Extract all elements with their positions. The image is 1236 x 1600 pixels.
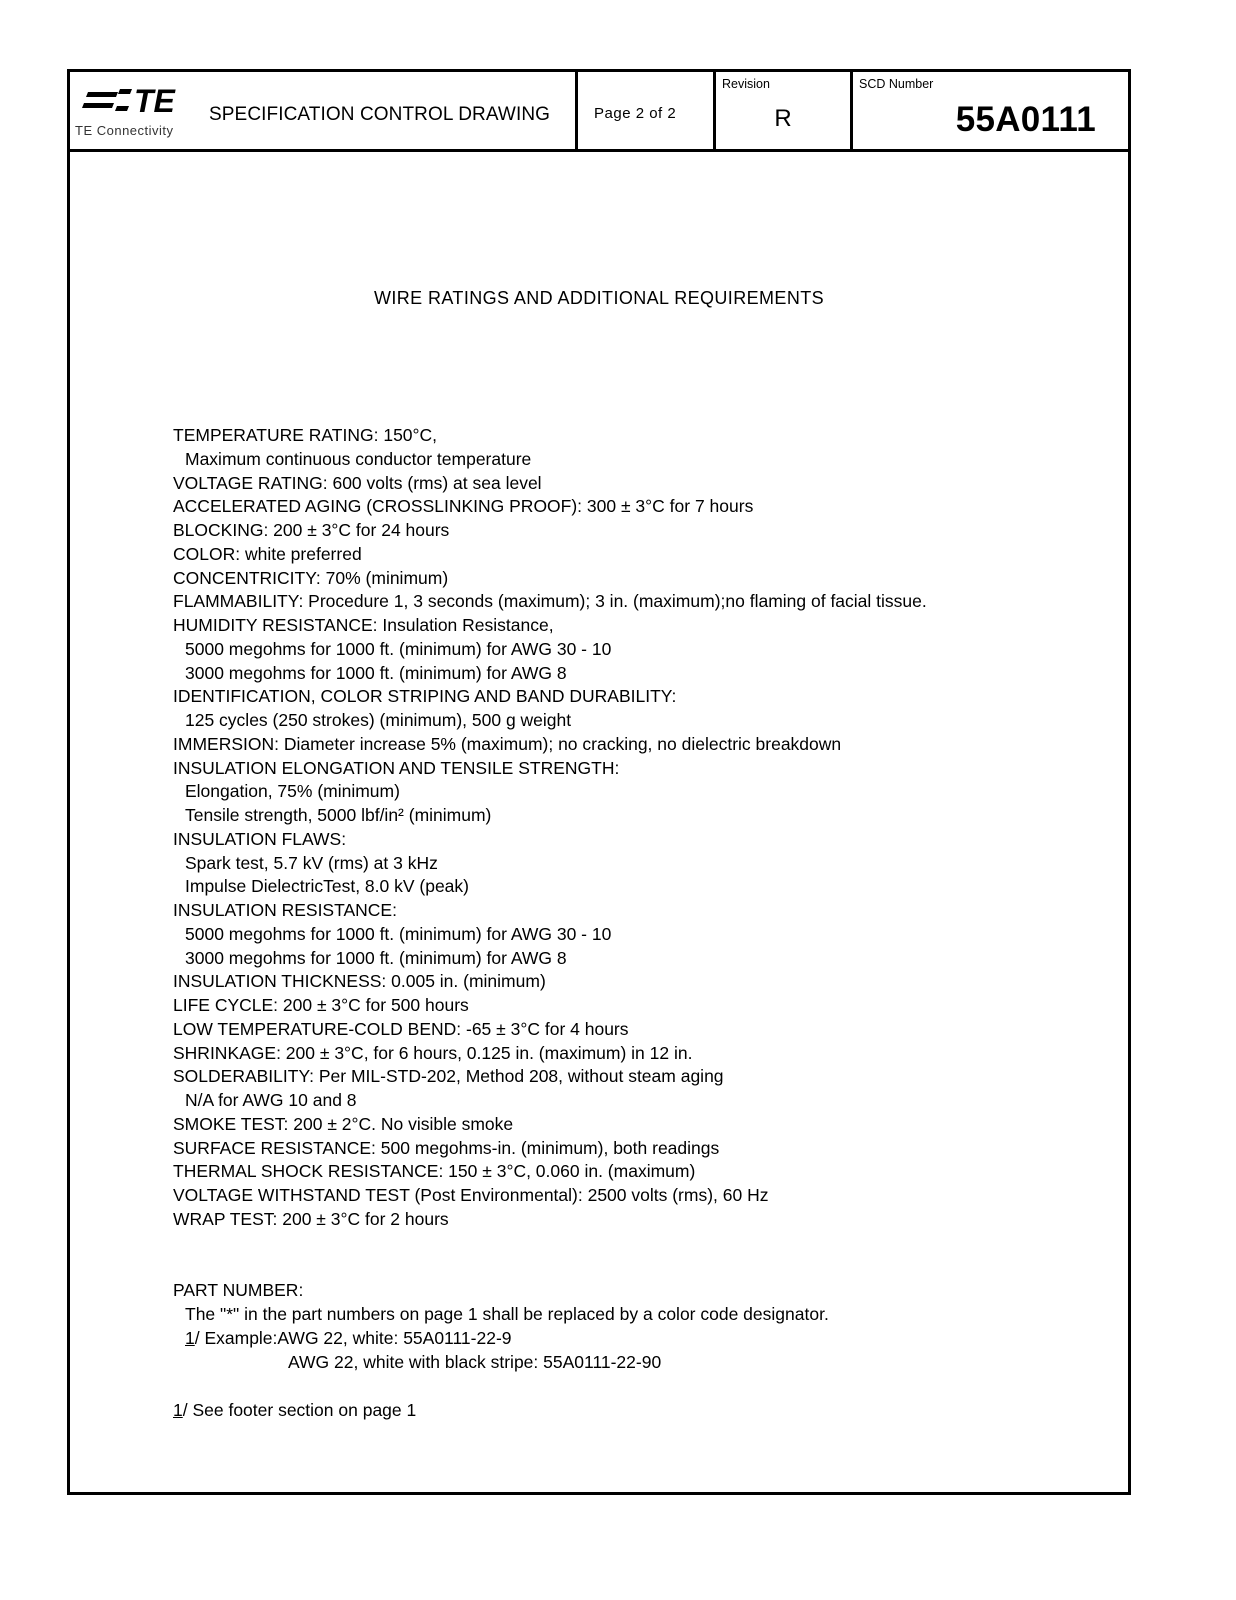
requirement-line: SHRINKAGE: 200 ± 3°C, for 6 hours, 0.125 in. (maximum) in 12 in. bbox=[173, 1042, 693, 1063]
company-cell bbox=[70, 72, 578, 149]
requirement-detail: 5000 megohms for 1000 ft. (minimum) for AWG 30 - 10 bbox=[185, 923, 612, 944]
example-line-2: AWG 22, white with black stripe: 55A0111-22-90 bbox=[288, 1352, 662, 1372]
requirement-line: INSULATION THICKNESS: 0.005 in. (minimum) bbox=[173, 971, 546, 992]
footnote-number: 1 bbox=[173, 1400, 183, 1420]
page-indicator: Page 2 of 2 bbox=[594, 105, 677, 122]
requirement-line: INSULATION RESISTANCE: bbox=[173, 900, 397, 920]
requirement-detail: Spark test, 5.7 kV (rms) at 3 kHz bbox=[185, 852, 438, 873]
document-type: SPECIFICATION CONTROL DRAWING bbox=[209, 104, 551, 125]
requirement-line: CONCENTRICITY: 70% (minimum) bbox=[173, 567, 449, 588]
scd-number: 55A0111 bbox=[955, 100, 1096, 139]
requirement-line: VOLTAGE RATING: 600 volts (rms) at sea level bbox=[173, 472, 542, 493]
requirement-line: WRAP TEST: 200 ± 3°C for 2 hours bbox=[173, 1208, 449, 1229]
requirement-line: SMOKE TEST: 200 ± 2°C. No visible smoke bbox=[173, 1113, 514, 1134]
section-title: WIRE RATINGS AND ADDITIONAL REQUIREMENTS bbox=[373, 288, 825, 308]
part-number-description: The "*" in the part numbers on page 1 shall be replaced by a color code designator. bbox=[185, 1304, 829, 1324]
requirement-line: IDENTIFICATION, COLOR STRIPING AND BAND DURABILITY: bbox=[173, 686, 677, 707]
revision-cell bbox=[716, 72, 853, 149]
requirement-detail: Tensile strength, 5000 lbf/in² (minimum) bbox=[185, 805, 492, 825]
title-block bbox=[70, 72, 1128, 152]
part-number-section bbox=[173, 1278, 1113, 1422]
requirement-detail: Maximum continuous conductor temperature bbox=[185, 448, 532, 469]
logo-text: TE bbox=[134, 86, 175, 114]
requirement-line: INSULATION ELONGATION AND TENSILE STRENGTH: bbox=[173, 757, 620, 778]
requirement-detail: 3000 megohms for 1000 ft. (minimum) for AWG 8 bbox=[185, 947, 567, 968]
requirement-line: LOW TEMPERATURE-COLD BEND: -65 ± 3°C for 4 hours bbox=[173, 1018, 629, 1039]
requirement-line: VOLTAGE WITHSTAND TEST (Post Environmental): 2500 volts (rms), 60 Hz bbox=[173, 1185, 769, 1205]
requirement-line: ACCELERATED AGING (CROSSLINKING PROOF): 300 ± 3°C for 7 hours bbox=[173, 496, 754, 517]
requirement-line: INSULATION FLAWS: bbox=[173, 828, 347, 849]
requirement-line: SOLDERABILITY: Per MIL-STD-202, Method 208, without steam aging bbox=[173, 1066, 724, 1087]
requirement-line: SURFACE RESISTANCE: 500 megohms-in. (minimum), both readings bbox=[173, 1137, 720, 1158]
requirement-detail: 3000 megohms for 1000 ft. (minimum) for AWG 8 bbox=[185, 662, 567, 683]
requirement-detail: Impulse DielectricTest, 8.0 kV (peak) bbox=[185, 876, 469, 897]
scd-cell bbox=[853, 72, 1131, 149]
requirement-detail: 5000 megohms for 1000 ft. (minimum) for AWG 30 - 10 bbox=[185, 638, 612, 659]
example-line-1 bbox=[173, 1326, 1113, 1350]
revision-label: Revision bbox=[722, 77, 770, 91]
part-number-heading: PART NUMBER: bbox=[173, 1280, 304, 1300]
requirement-line: IMMERSION: Diameter increase 5% (maximum); no cracking, no dielectric breakdown bbox=[173, 733, 842, 754]
requirement-detail: 125 cycles (250 strokes) (minimum), 500 g weight bbox=[185, 710, 572, 730]
requirements-list bbox=[173, 424, 1113, 1232]
requirement-line: LIFE CYCLE: 200 ± 3°C for 500 hours bbox=[173, 995, 469, 1015]
company-name: TE Connectivity bbox=[75, 123, 174, 138]
requirement-line: COLOR: white preferred bbox=[173, 543, 362, 564]
requirement-line: THERMAL SHOCK RESISTANCE: 150 ± 3°C, 0.060 in. (maximum) bbox=[173, 1161, 696, 1182]
example-text-1: / Example:AWG 22, white: 55A0111-22-9 bbox=[194, 1328, 512, 1348]
requirement-line: TEMPERATURE RATING: 150°C, bbox=[173, 425, 438, 445]
drawing-frame bbox=[67, 69, 1131, 1495]
te-logo-icon bbox=[82, 86, 188, 114]
requirement-detail: Elongation, 75% (minimum) bbox=[185, 781, 400, 802]
footnote-ref: 1 bbox=[185, 1328, 195, 1348]
requirement-line: HUMIDITY RESISTANCE: Insulation Resistance, bbox=[173, 615, 554, 635]
requirement-line: FLAMMABILITY: Procedure 1, 3 seconds (maximum); 3 in. (maximum);no flaming of facial tissue. bbox=[173, 591, 927, 612]
requirement-detail: N/A for AWG 10 and 8 bbox=[185, 1090, 357, 1110]
footnote-text: / See footer section on page 1 bbox=[182, 1400, 417, 1420]
scd-label: SCD Number bbox=[859, 77, 934, 91]
requirement-line: BLOCKING: 200 ± 3°C for 24 hours bbox=[173, 520, 450, 540]
page-cell bbox=[578, 72, 716, 149]
revision-value: R bbox=[774, 105, 792, 132]
footnote bbox=[173, 1398, 1113, 1422]
